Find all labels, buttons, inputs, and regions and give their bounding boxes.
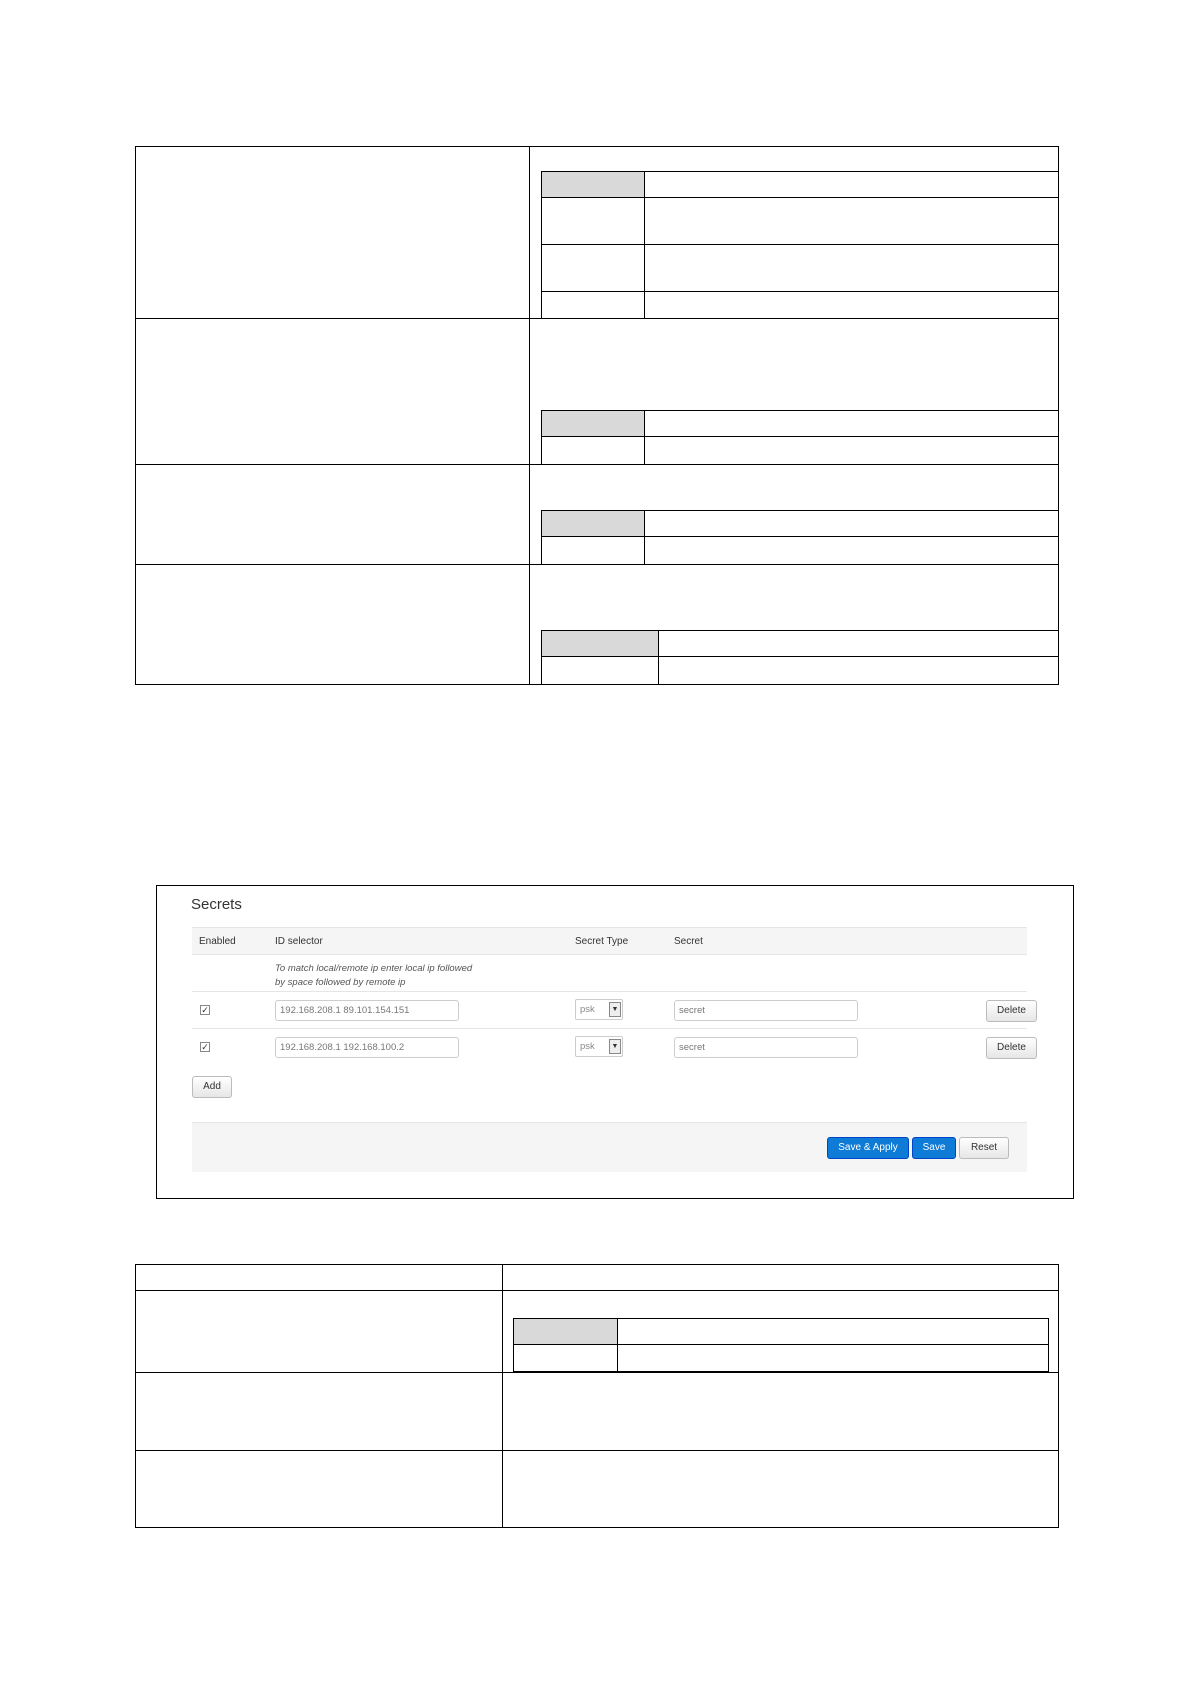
delete-button[interactable]: Delete	[986, 1000, 1037, 1022]
secrets-table-header	[192, 927, 1027, 955]
nested-cell	[541, 197, 645, 245]
lower-row-separator	[135, 1372, 1059, 1373]
nested-cell	[644, 244, 1059, 292]
nested-cell	[541, 291, 645, 319]
nested-header-cell	[541, 630, 659, 657]
form-actions	[192, 1122, 1027, 1172]
enabled-checkbox[interactable]: ✓	[201, 1042, 209, 1052]
add-button[interactable]: Add	[192, 1076, 232, 1098]
nested-cell	[541, 656, 659, 685]
reset-button[interactable]: Reset	[959, 1137, 1009, 1159]
nested-cell	[658, 656, 1059, 685]
secret-input[interactable]: secret	[674, 1037, 858, 1058]
lower-row-separator	[135, 1450, 1059, 1451]
secrets-title: Secrets	[191, 896, 242, 913]
nested-header-cell	[644, 171, 1059, 198]
id-selector-input[interactable]: 192.168.208.1 89.101.154.151	[275, 1000, 459, 1021]
id-selector-input[interactable]: 192.168.208.1 192.168.100.2	[275, 1037, 459, 1058]
lower-table-divider	[502, 1264, 503, 1528]
upper-table-divider	[529, 146, 530, 685]
id-selector-hint	[275, 962, 495, 990]
save-button[interactable]: Save	[912, 1137, 956, 1159]
nested-cell	[541, 536, 645, 565]
nested-cell	[644, 197, 1059, 245]
secret-row	[192, 991, 1027, 1028]
column-enabled: Enabled	[199, 936, 236, 947]
delete-button[interactable]: Delete	[986, 1037, 1037, 1059]
secret-row	[192, 1028, 1027, 1065]
nested-cell	[617, 1344, 1049, 1372]
lower-row-separator	[135, 1290, 1059, 1291]
hint-line: by space followed by remote ip	[275, 977, 406, 988]
hint-line: To match local/remote ip enter local ip followed	[275, 963, 473, 974]
column-secret-type: Secret Type	[575, 936, 629, 947]
nested-header-cell	[541, 171, 645, 198]
column-secret: Secret	[674, 936, 703, 947]
nested-header-cell	[513, 1318, 618, 1345]
enabled-checkbox[interactable]: ✓	[201, 1005, 209, 1015]
secret-type-select[interactable]	[575, 1036, 623, 1057]
nested-header-cell	[541, 510, 645, 537]
nested-cell	[644, 536, 1059, 565]
nested-cell	[541, 436, 645, 465]
secret-type-value: psk	[580, 1041, 595, 1052]
secrets-panel	[156, 885, 1074, 1199]
secret-type-value: psk	[580, 1004, 595, 1015]
nested-cell	[541, 244, 645, 292]
nested-cell	[644, 291, 1059, 319]
nested-header-cell	[541, 410, 645, 437]
column-id-selector: ID selector	[275, 936, 323, 947]
dropdown-arrow-icon[interactable]: ▼	[609, 1002, 621, 1017]
dropdown-arrow-icon[interactable]: ▼	[609, 1039, 621, 1054]
lower-table-frame	[135, 1264, 1059, 1528]
nested-cell	[513, 1344, 618, 1372]
nested-header-cell	[644, 510, 1059, 537]
nested-header-cell	[617, 1318, 1049, 1345]
nested-cell	[644, 436, 1059, 465]
nested-header-cell	[644, 410, 1059, 437]
secret-type-select[interactable]	[575, 999, 623, 1020]
secret-input[interactable]: secret	[674, 1000, 858, 1021]
nested-header-cell	[658, 630, 1059, 657]
save-apply-button[interactable]: Save & Apply	[827, 1137, 909, 1159]
